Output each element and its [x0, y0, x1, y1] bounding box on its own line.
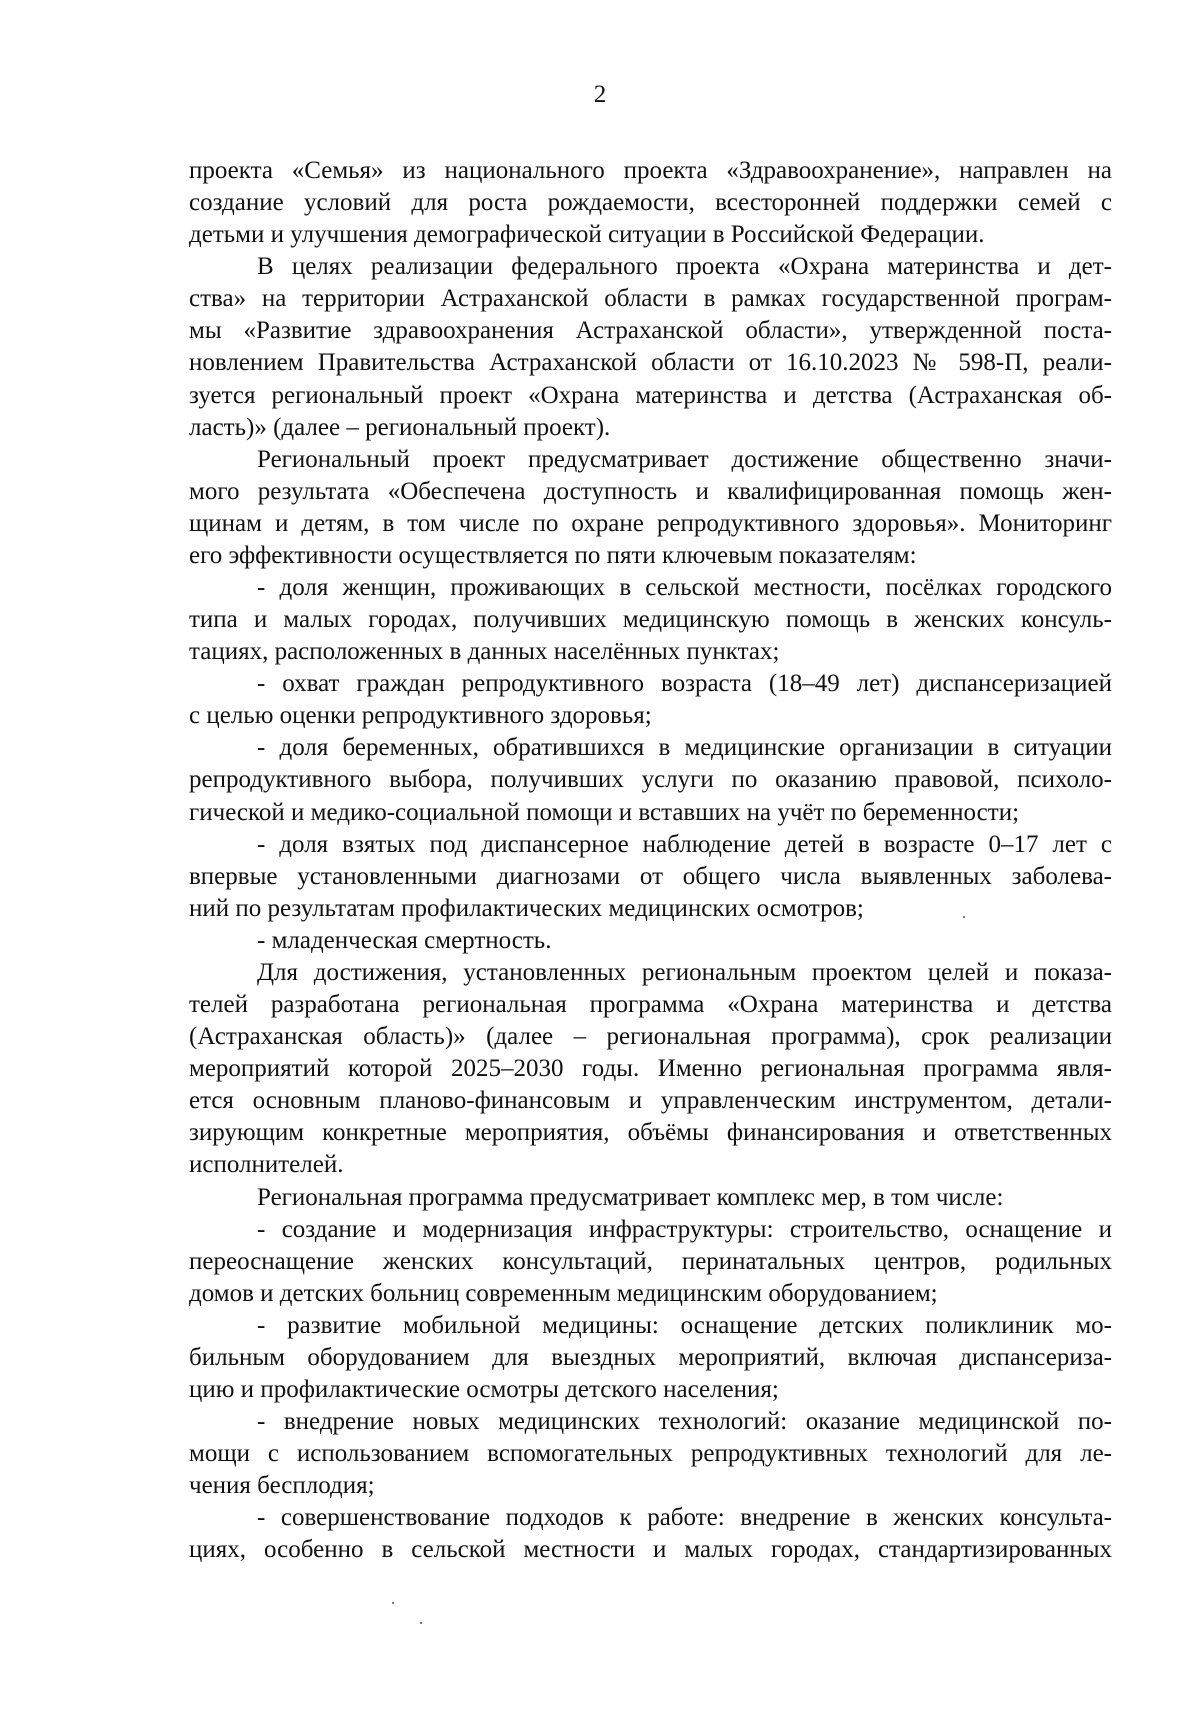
text-line: - охват граждан репродуктивного возраста (18–49 лет) диспансеризацией — [257, 670, 1112, 698]
text-line: - доля взятых под диспансерное наблюдение детей в возрасте 0–17 лет с — [257, 830, 1112, 858]
text-line: - совершенствование подходов к работе: внедрение в женских консульта- — [257, 1504, 1112, 1532]
text-line: домов и детских больниц современным медицинским оборудованием; — [189, 1279, 938, 1307]
text-line: детьми и улучшения демографической ситуации в Российской Федерации. — [189, 221, 985, 249]
text-line: тациях, расположенных в данных населённых пунктах; — [189, 638, 780, 666]
text-line: с целью оценки репродуктивного здоровья; — [189, 702, 652, 730]
text-line: щинам и детям, в том числе по охране репродуктивного здоровья». Мониторинг — [189, 509, 1112, 537]
scan-artifact — [420, 1622, 422, 1624]
text-line: ний по результатам профилактических медицинских осмотров; — [189, 894, 864, 922]
text-line: цию и профилактические осмотры детского населения; — [189, 1375, 779, 1403]
text-line: ства» на территории Астраханской области в рамках государственной програм- — [189, 285, 1112, 313]
scan-artifact — [392, 1602, 394, 1604]
text-line: новлением Правительства Астраханской области от 16.10.2023 № 598-П, реали- — [189, 349, 1112, 377]
text-line: - внедрение новых медицинских технологий: оказание медицинской по- — [257, 1408, 1112, 1436]
document-body — [189, 155, 1112, 1566]
text-line: Для достижения, установленных региональным проектом целей и показа- — [257, 958, 1112, 986]
text-line: мы «Развитие здравоохранения Астраханской области», утвержденной поста- — [189, 317, 1112, 345]
text-line: типа и малых городах, получивших медицинскую помощь в женских консуль- — [189, 606, 1112, 634]
text-line: репродуктивного выбора, получивших услуги по оказанию правовой, психоло- — [189, 766, 1112, 794]
text-line: - создание и модернизация инфраструктуры: строительство, оснащение и — [257, 1215, 1112, 1243]
text-line: впервые установленными диагнозами от общего числа выявленных заболева- — [189, 862, 1112, 890]
text-line: циях, особенно в сельской местности и малых городах, стандартизированных — [189, 1536, 1112, 1564]
text-line: мого результата «Обеспечена доступность и квалифицированная помощь жен- — [189, 477, 1112, 505]
text-line: исполнителей. — [189, 1151, 344, 1179]
text-line: - доля женщин, проживающих в сельской местности, посёлках городского — [257, 574, 1112, 602]
text-line: его эффективности осуществляется по пяти ключевым показателям: — [189, 541, 917, 569]
text-line: - доля беременных, обратившихся в медицинские организации в ситуации — [257, 734, 1112, 762]
text-line: мероприятий которой 2025–2030 годы. Именно региональная программа явля- — [189, 1055, 1112, 1083]
text-line: - младенческая смертность. — [257, 926, 552, 954]
text-line: ласть)» (далее – региональный проект). — [189, 413, 611, 441]
text-line: ется основным планово-финансовым и управленческим инструментом, детали- — [189, 1087, 1112, 1115]
text-line: - развитие мобильной медицины: оснащение детских поликлиник мо- — [257, 1311, 1112, 1339]
text-line: Региональная программа предусматривает комплекс мер, в том числе: — [257, 1183, 1004, 1211]
text-line: переоснащение женских консультаций, перинатальных центров, родильных — [189, 1247, 1112, 1275]
page-number: 2 — [593, 81, 607, 108]
text-line: гической и медико-социальной помощи и вставших на учёт по беременности; — [189, 798, 1020, 826]
text-line: Региональный проект предусматривает достижение общественно значи- — [257, 445, 1112, 473]
text-line: бильным оборудованием для выездных мероприятий, включая диспансериза- — [189, 1343, 1112, 1371]
text-line: В целях реализации федерального проекта «Охрана материнства и дет- — [257, 253, 1112, 281]
scan-artifact — [963, 916, 965, 918]
text-line: мощи с использованием вспомогательных репродуктивных технологий для ле- — [189, 1440, 1112, 1468]
text-line: проекта «Семья» из национального проекта «Здравоохранение», направлен на — [189, 157, 1112, 184]
text-line: зуется региональный проект «Охрана материнства и детства (Астраханская об- — [189, 381, 1112, 409]
text-line: (Астраханская область)» (далее – региональная программа), срок реализации — [189, 1023, 1112, 1051]
text-line: чения бесплодия; — [189, 1472, 375, 1500]
text-line: телей разработана региональная программа «Охрана материнства и детства — [189, 991, 1112, 1019]
text-line: создание условий для роста рождаемости, всесторонней поддержки семей с — [189, 189, 1112, 217]
text-line: зирующим конкретные мероприятия, объёмы финансирования и ответственных — [189, 1119, 1112, 1147]
